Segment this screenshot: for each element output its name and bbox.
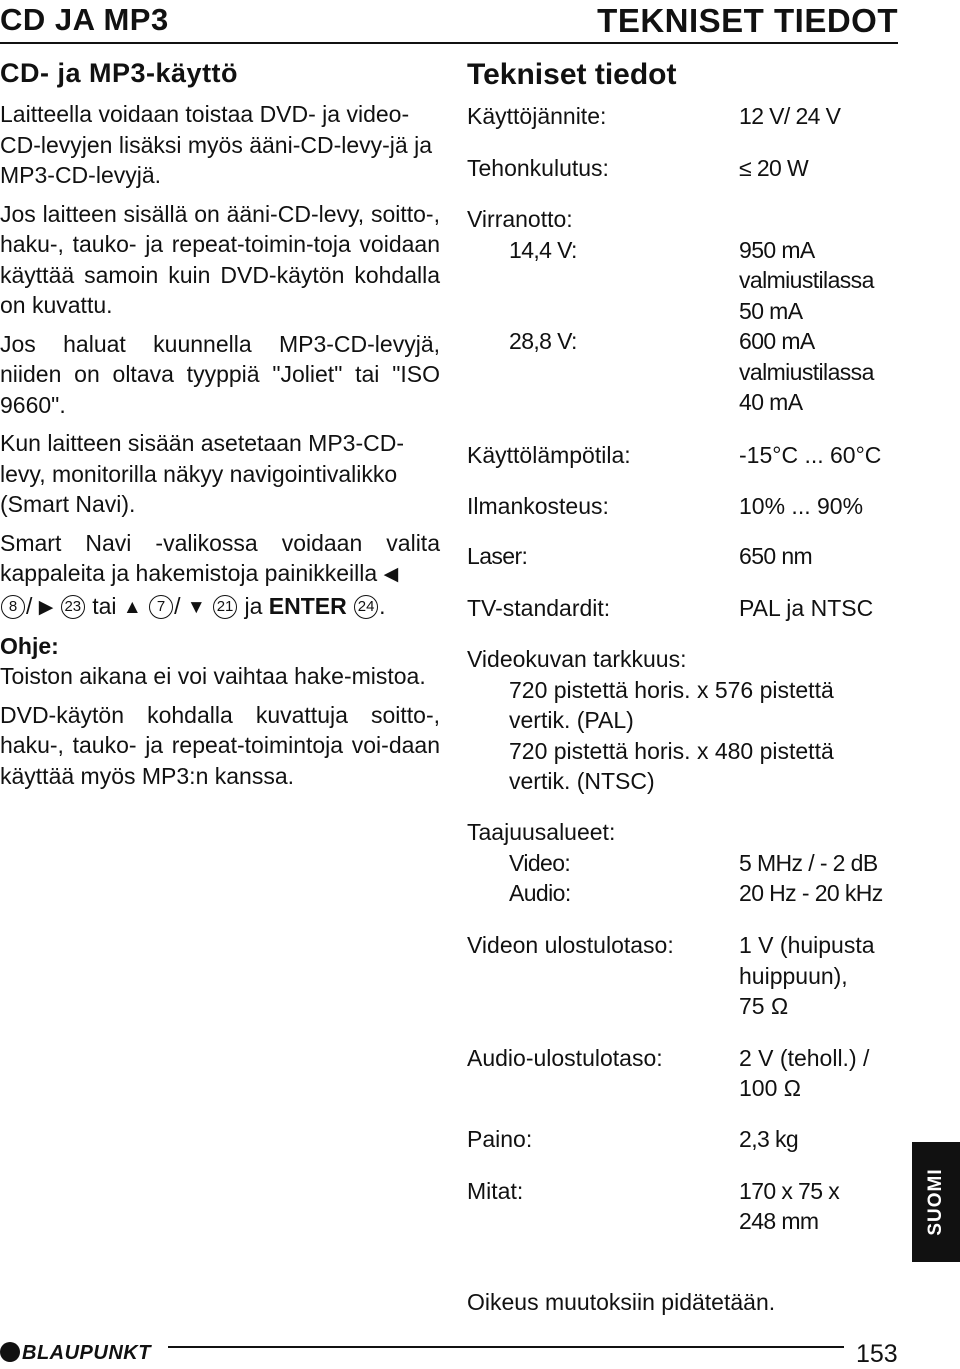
spec-label-temperature: Käyttölämpötila: [467, 442, 631, 468]
spec-value-audio: 20 Hz - 20 kHz [739, 880, 883, 906]
language-tab-label: SUOMI [925, 1168, 946, 1236]
spec-value-power: ≤ 20 W [739, 155, 809, 181]
header-rule [0, 42, 898, 44]
paragraph-5: Smart Navi -valikossa voidaan valita kappaleita ja hakemistoja painikkeilla ◀ 8 / ▶ 23 tai ▲ 7 / ▼ 21 ja ENTER 24 . [0, 529, 440, 619]
paragraph-7: DVD-käytön kohdalla kuvattuja soitto-, haku-, tauko- ja repeat-toimintoja voi-daan käyttää myös MP3:n kanssa. [0, 701, 440, 789]
spec-value-voltage: 12 V/ 24 V [739, 103, 841, 129]
spec-label-current: Virranotto: [467, 206, 573, 232]
button-number-24: 24 [354, 595, 378, 619]
spec-label-dimensions: Mitat: [467, 1178, 524, 1204]
button-number-8: 8 [1, 595, 25, 619]
spec-label-tv: TV-standardit: [467, 595, 611, 621]
enter-label: ENTER [268, 592, 347, 619]
note-label: Ohje: [0, 633, 59, 659]
spec-value-temperature: -15°C ... 60°C [739, 442, 882, 468]
left-arrow-icon: ◀ [383, 564, 399, 585]
spec-value-audio-out-1: 2 V (teholl.) / [739, 1045, 870, 1071]
brand-logo [0, 1342, 151, 1365]
language-tab [912, 1142, 960, 1262]
spec-value-14v-3: 50 mA [739, 298, 803, 324]
brand-name: BLAUPUNKT [22, 1342, 151, 1364]
paragraph-3: Jos haluat kuunnella MP3-CD-levyjä, niiden on oltava tyyppiä "Joliet" tai "ISO 9660". [0, 330, 440, 418]
section-title-left: CD JA MP3 [0, 2, 169, 37]
spec-label-audio-out: Audio-ulostulotaso: [467, 1045, 663, 1071]
spec-value-dimensions-1: 170 x 75 x [739, 1178, 840, 1204]
change-notice: Oikeus muutoksiin pidätetään. [467, 1289, 776, 1315]
spec-label-resolution: Videokuvan tarkkuus: [467, 646, 687, 672]
spec-label-video: Video: [509, 850, 571, 876]
spec-value-video-out-2: huippuun), [739, 963, 848, 989]
button-number-7: 7 [149, 595, 173, 619]
spec-value-14v-2: valmiustilassa [739, 267, 874, 293]
spec-value-28v-2: valmiustilassa [739, 359, 874, 385]
spec-label-video-out: Videon ulostulotaso: [467, 932, 674, 958]
spec-value-weight: 2,3 kg [739, 1126, 799, 1152]
spec-label-voltage: Käyttöjännite: [467, 103, 607, 129]
spec-label-power: Tehonkulutus: [467, 155, 609, 181]
spec-value-dimensions-2: 248 mm [739, 1208, 819, 1234]
spec-value-resolution-4: vertik. (NTSC) [509, 768, 655, 794]
paragraph-2: Jos laitteen sisällä on ääni-CD-levy, soitto-, haku-, tauko- ja repeat-toimin-toja voidaan käyttää samoin kuin DVD-käytön kohdalla on kuvattu. [0, 200, 440, 318]
paragraph-4: Kun laitteen sisään asetetaan MP3-CD-levy, monitorilla näkyy navigointivalikko (Smart Navi). [0, 430, 404, 517]
down-arrow-icon: ▼ [186, 596, 206, 618]
spec-value-resolution-3: 720 pistettä horis. x 480 pistettä [509, 738, 834, 764]
left-column [0, 58, 440, 799]
spec-value-14v-1: 950 mA [739, 237, 815, 263]
spec-value-resolution-2: vertik. (PAL) [509, 707, 634, 733]
cd-mp3-heading: CD- ja MP3-käyttö [0, 58, 239, 88]
spec-value-video-out-1: 1 V (huipusta [739, 932, 875, 958]
word-ja: ja [244, 592, 263, 619]
spec-label-28v: 28,8 V: [509, 328, 577, 354]
page-number: 153 [856, 1340, 898, 1368]
spec-value-humidity: 10% ... 90% [739, 493, 864, 519]
specs-heading: Tekniset tiedot [467, 58, 677, 91]
right-column [467, 58, 907, 1315]
spec-value-video: 5 MHz / - 2 dB [739, 850, 878, 876]
spec-value-resolution-1: 720 pistettä horis. x 576 pistettä [509, 677, 834, 703]
spec-value-video-out-3: 75 Ω [739, 993, 789, 1019]
right-arrow-icon: ▶ [38, 596, 54, 618]
section-title-right: TEKNISET TIEDOT [597, 2, 898, 39]
spec-value-audio-out-2: 100 Ω [739, 1075, 801, 1101]
spec-label-weight: Paino: [467, 1126, 533, 1152]
logo-dot-icon [0, 1342, 20, 1362]
paragraph-6: Toiston aikana ei voi vaihtaa hake-mistoa. [0, 663, 426, 689]
footer-rule [168, 1346, 844, 1348]
spec-label-14v: 14,4 V: [509, 237, 577, 263]
spec-value-28v-3: 40 mA [739, 389, 803, 415]
button-number-21: 21 [213, 595, 237, 619]
spec-label-audio: Audio: [509, 880, 571, 906]
word-tai: tai [92, 592, 117, 619]
spec-value-laser: 650 nm [739, 543, 813, 569]
spec-value-tv: PAL ja NTSC [739, 595, 874, 621]
up-arrow-icon: ▲ [122, 596, 142, 618]
spec-label-frequency: Taajuusalueet: [467, 819, 616, 845]
paragraph-1: Laitteella voidaan toistaa DVD- ja video-CD-levyjen lisäksi myös ääni-CD-levy-jä ja MP3-CD-levyjä. [0, 101, 432, 188]
spec-label-laser: Laser: [467, 543, 528, 569]
button-number-23: 23 [61, 595, 85, 619]
spec-label-humidity: Ilmankosteus: [467, 493, 609, 519]
spec-value-28v-1: 600 mA [739, 328, 815, 354]
paragraph-5-text: Smart Navi -valikossa voidaan valita kappaleita ja hakemistoja painikkeilla [0, 529, 440, 586]
